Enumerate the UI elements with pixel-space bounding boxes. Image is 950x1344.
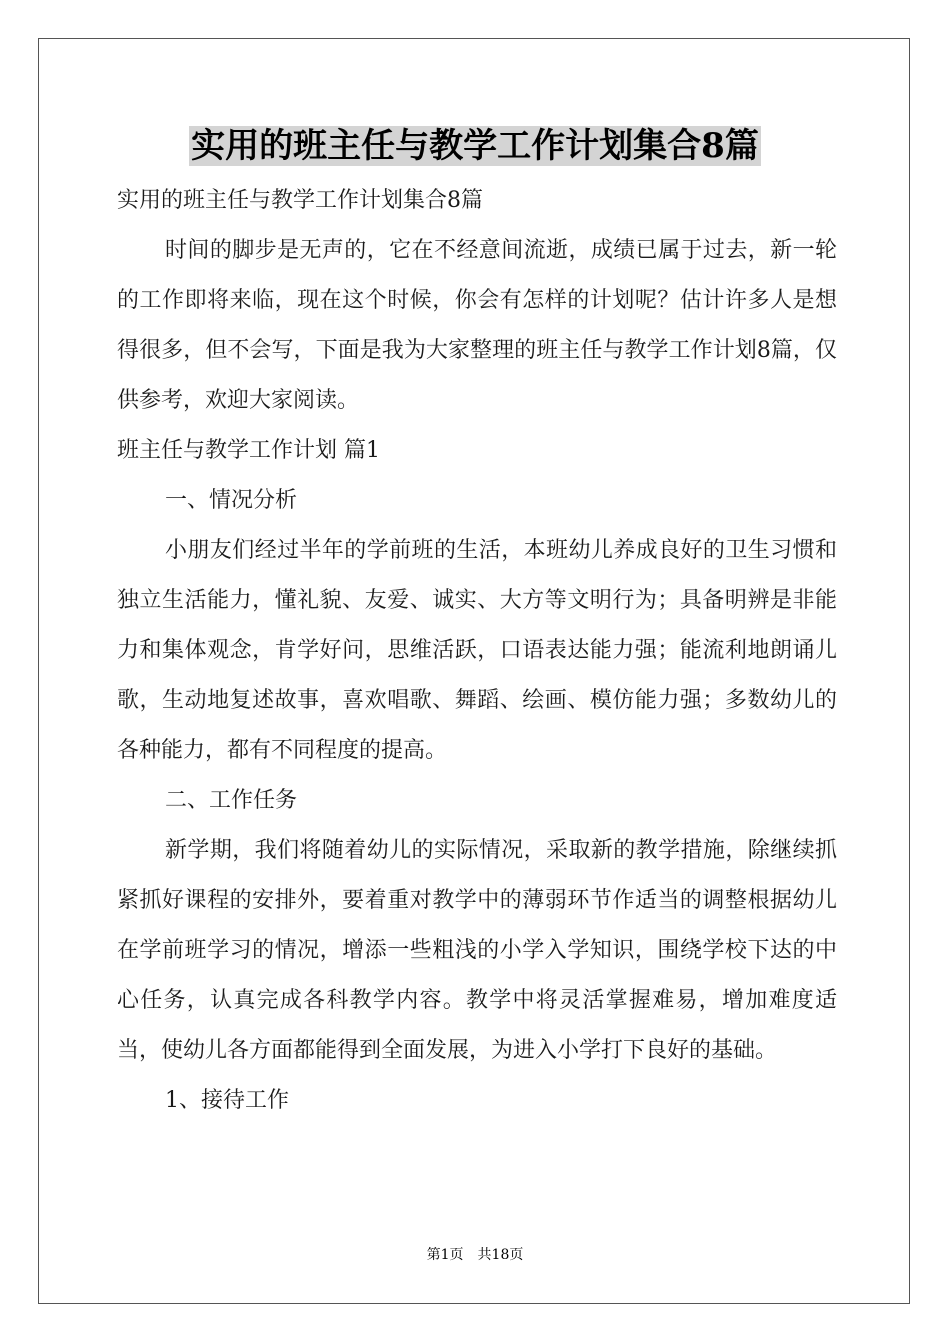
- document-body: [117, 176, 837, 1126]
- analysis-heading: 一、情况分析: [165, 488, 298, 513]
- page-total: 共18页: [477, 1247, 524, 1263]
- tasks-paragraph: 新学期，我们将随着幼儿的实际情况，采取新的教学措施，除继续抓紧抓好课程的安排外，要着重对教学中的薄弱环节作适当的调整根据幼儿在学前班学习的情况，增添一些粗浅的小学入学知识，围绕学校下达的中心任务，认真完成各科教学内容。教学中将灵活掌握难易，增加难度适当，使幼儿各方面都能得到全面发展，为进入小学打下良好的基础。: [117, 838, 837, 1063]
- page-number: 第1页: [426, 1247, 464, 1263]
- intro-paragraph: 时间的脚步是无声的，它在不经意间流逝，成绩已属于过去，新一轮的工作即将来临，现在这个时候，你会有怎样的计划呢？估计许多人是想得很多，但不会写，下面是我为大家整理的班主任与教学工作计划8篇，仅供参考，欢迎大家阅读。: [117, 238, 837, 413]
- section-heading: 班主任与教学工作计划 篇1: [117, 438, 380, 463]
- page-footer: [0, 1244, 950, 1264]
- reception-heading: 1、接待工作: [165, 1088, 289, 1113]
- document-subtitle: 实用的班主任与教学工作计划集合8篇: [117, 188, 483, 213]
- document-title-text: 实用的班主任与教学工作计划集合8篇: [191, 126, 759, 166]
- document-title: [0, 120, 950, 172]
- analysis-paragraph: 小朋友们经过半年的学前班的生活，本班幼儿养成良好的卫生习惯和独立生活能力，懂礼貌、友爱、诚实、大方等文明行为；具备明辨是非能力和集体观念，肯学好问，思维活跃，口语表达能力强；能流利地朗诵儿歌，生动地复述故事，喜欢唱歌、舞蹈、绘画、模仿能力强；多数幼儿的各种能力，都有不同程度的提高。: [117, 538, 837, 763]
- tasks-heading: 二、工作任务: [165, 788, 298, 813]
